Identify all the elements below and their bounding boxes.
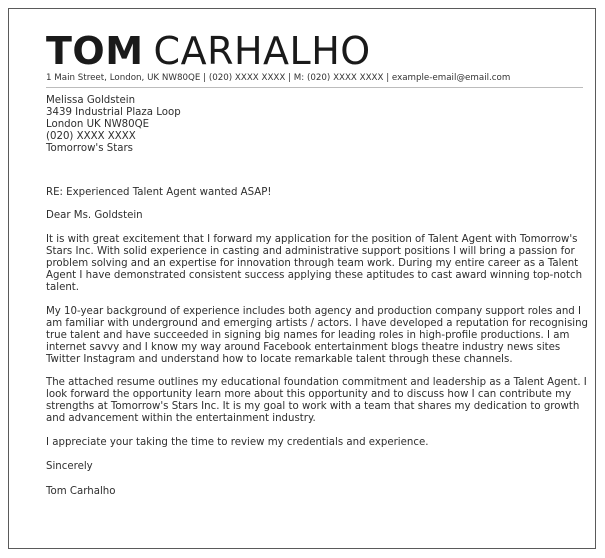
letter-paragraph: I appreciate your taking the time to review my credentials and experience. xyxy=(46,437,429,449)
recipient-city: London UK NW80QE xyxy=(46,118,150,130)
recipient-company: Tomorrow's Stars xyxy=(46,142,133,154)
sender-first-name: TOM xyxy=(46,29,144,73)
recipient-street: 3439 Industrial Plaza Loop xyxy=(46,106,181,118)
header-divider xyxy=(46,87,583,88)
letter-page xyxy=(8,8,596,549)
recipient-address xyxy=(46,95,591,155)
recipient-phone: (020) XXXX XXXX xyxy=(46,130,136,142)
letter-salutation: Dear Ms. Goldstein xyxy=(46,210,143,222)
letter-closing: Sincerely xyxy=(46,460,93,472)
letter-signature: Tom Carhalho xyxy=(46,485,116,497)
letter-subject: RE: Experienced Talent Agent wanted ASAP! xyxy=(46,186,272,198)
letter-paragraph: My 10-year background of experience includes both agency and production company support roles and I am familiar with underground and emerging artists / actors. I have developed a reputation for recognising true talent and have succeeded in signing big names for leading roles in high-profile productions. I am internet savvy and I know my way around Facebook entertainment blogs theatre industry news sites Twitter Instagram and understand how to locate remarkable talent through these channels. xyxy=(46,305,589,365)
sender-name-heading xyxy=(46,28,371,74)
recipient-name: Melissa Goldstein xyxy=(46,95,136,106)
letter-body xyxy=(46,95,591,510)
letter-paragraph: It is with great excitement that I forward my application for the position of Talent Agent with Tomorrow's Stars Inc. With solid experience in casting and administrative support positions I will bring a passion for problem solving and an expertise for innovation through team work. During my entire career as a Talent Agent I have demonstrated consistent success applying these aptitudes to cast award winning top-notch talent. xyxy=(46,234,583,293)
sender-contact-line: 1 Main Street, London, UK NW80QE | (020) XXXX XXXX | M: (020) XXXX XXXX | example-email@email.com xyxy=(46,73,511,83)
sender-last-name: CARHALHO xyxy=(153,29,371,73)
letter-paragraph: The attached resume outlines my educational foundation commitment and leadership as a Talent Agent. I look forward the opportunity learn more about this opportunity and to discuss how I can contribute my strengths at Tomorrow's Stars Inc. It is my goal to work with a team that shares my dedication to growth and advancement within the entertainment industry. xyxy=(46,377,587,425)
